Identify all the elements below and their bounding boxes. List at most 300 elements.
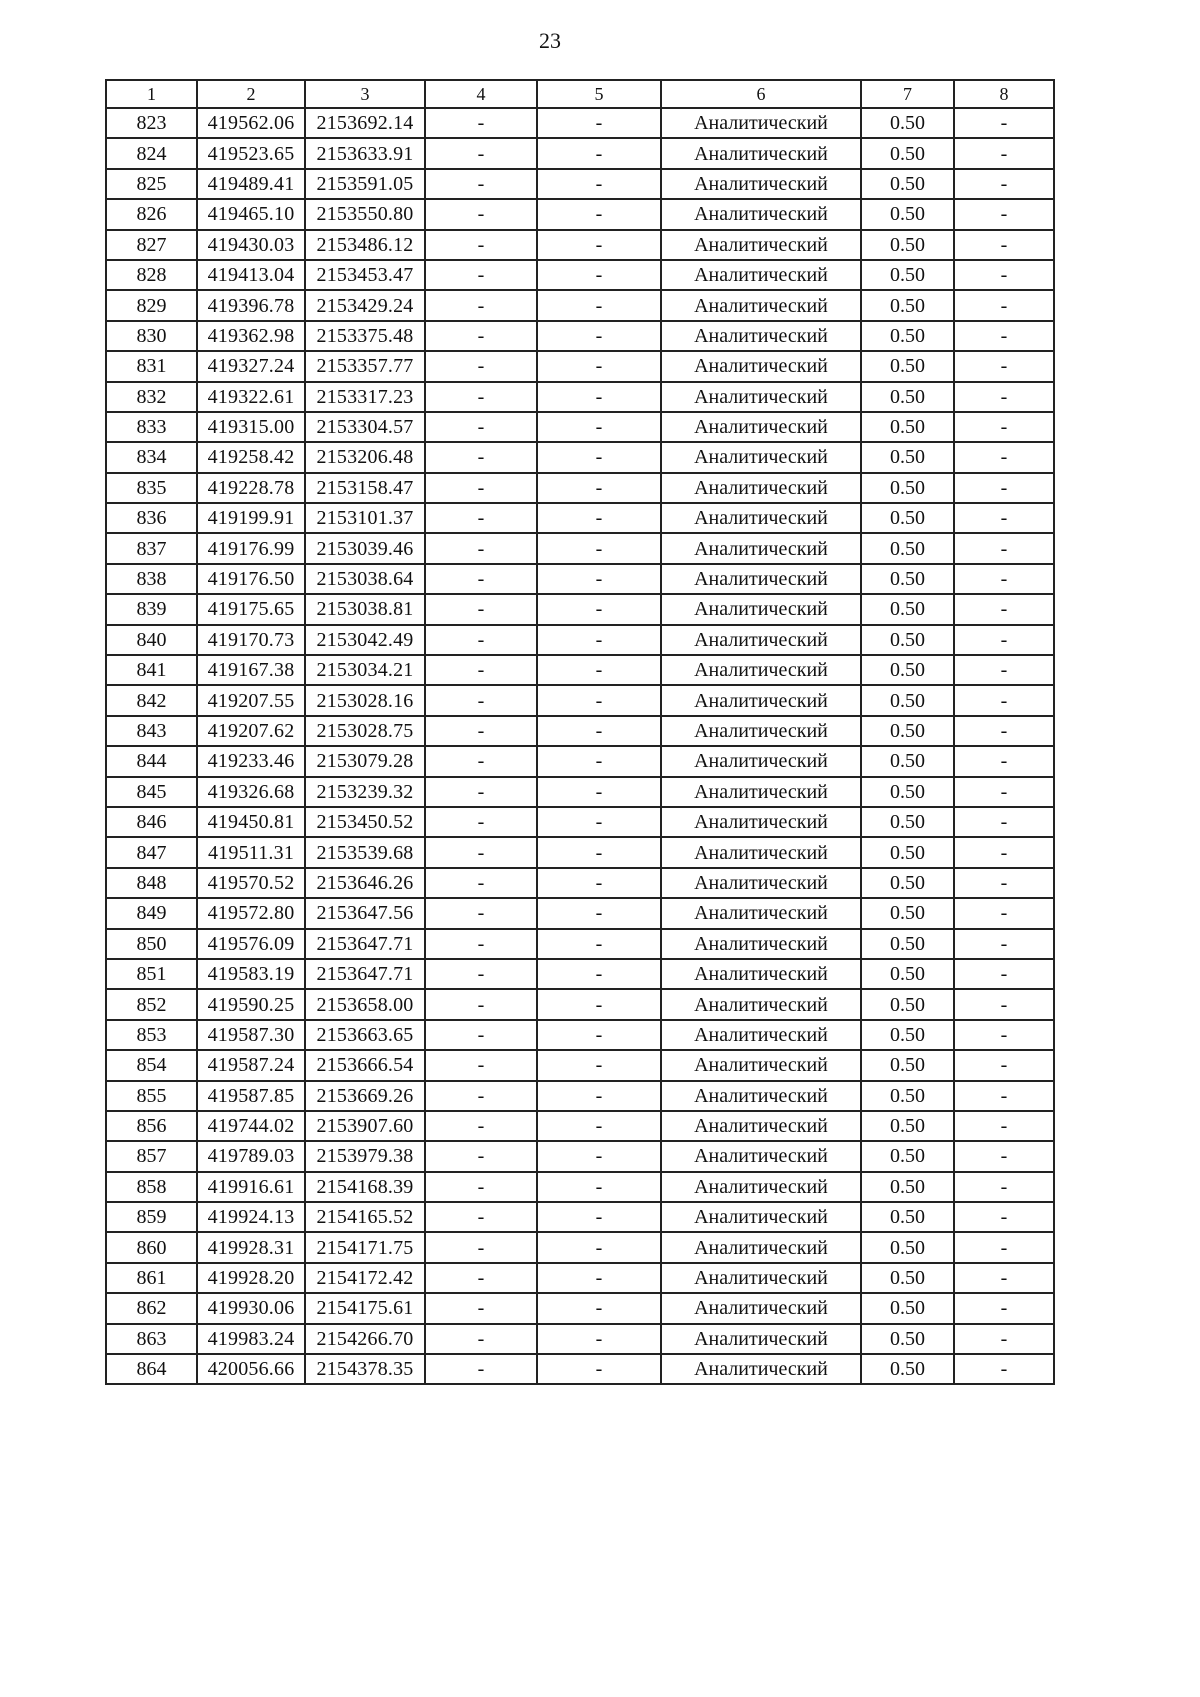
coord-y-cell: 2154266.70 — [305, 1324, 425, 1354]
coord-y-cell: 2153028.75 — [305, 716, 425, 746]
col-8-cell: - — [954, 1172, 1054, 1202]
coord-y-cell: 2154378.35 — [305, 1354, 425, 1384]
col-8-cell: - — [954, 199, 1054, 229]
coord-y-cell: 2153647.71 — [305, 959, 425, 989]
coord-x-cell: 419176.50 — [197, 564, 305, 594]
coord-y-cell: 2154172.42 — [305, 1263, 425, 1293]
coord-x-cell: 419413.04 — [197, 260, 305, 290]
method-cell: Аналитический — [661, 655, 861, 685]
point-number-cell: 832 — [106, 382, 197, 412]
coord-y-cell: 2153042.49 — [305, 625, 425, 655]
accuracy-cell: 0.50 — [861, 564, 954, 594]
col-8-cell: - — [954, 1050, 1054, 1080]
table-row — [106, 290, 1054, 320]
coord-x-cell: 419228.78 — [197, 473, 305, 503]
accuracy-cell: 0.50 — [861, 898, 954, 928]
coord-y-cell: 2153357.77 — [305, 351, 425, 381]
accuracy-cell: 0.50 — [861, 503, 954, 533]
coord-y-cell: 2153206.48 — [305, 442, 425, 472]
header-cell-4: 4 — [425, 80, 537, 108]
point-number-cell: 854 — [106, 1050, 197, 1080]
coord-y-cell: 2153038.81 — [305, 594, 425, 624]
col-8-cell: - — [954, 442, 1054, 472]
coord-y-cell: 2153079.28 — [305, 746, 425, 776]
col-5-cell: - — [537, 716, 661, 746]
col-4-cell: - — [425, 1202, 537, 1232]
col-5-cell: - — [537, 1263, 661, 1293]
coord-y-cell: 2153539.68 — [305, 837, 425, 867]
coord-x-cell: 419590.25 — [197, 989, 305, 1019]
col-8-cell: - — [954, 989, 1054, 1019]
method-cell: Аналитический — [661, 1324, 861, 1354]
col-4-cell: - — [425, 503, 537, 533]
col-4-cell: - — [425, 655, 537, 685]
coord-x-cell: 419928.20 — [197, 1263, 305, 1293]
coord-x-cell: 419572.80 — [197, 898, 305, 928]
table-header — [106, 80, 1054, 108]
col-8-cell: - — [954, 108, 1054, 138]
table-row — [106, 138, 1054, 168]
accuracy-cell: 0.50 — [861, 1111, 954, 1141]
col-8-cell: - — [954, 230, 1054, 260]
table-row — [106, 321, 1054, 351]
table-row — [106, 169, 1054, 199]
point-number-cell: 825 — [106, 169, 197, 199]
method-cell: Аналитический — [661, 321, 861, 351]
col-4-cell: - — [425, 260, 537, 290]
point-number-cell: 845 — [106, 777, 197, 807]
point-number-cell: 826 — [106, 199, 197, 229]
col-4-cell: - — [425, 473, 537, 503]
accuracy-cell: 0.50 — [861, 959, 954, 989]
coord-y-cell: 2153646.26 — [305, 868, 425, 898]
coord-x-cell: 419587.85 — [197, 1081, 305, 1111]
header-cell-2: 2 — [197, 80, 305, 108]
header-cell-6: 6 — [661, 80, 861, 108]
col-8-cell: - — [954, 1232, 1054, 1262]
coord-y-cell: 2153450.52 — [305, 807, 425, 837]
table-row — [106, 959, 1054, 989]
coord-y-cell: 2153304.57 — [305, 412, 425, 442]
col-8-cell: - — [954, 898, 1054, 928]
col-5-cell: - — [537, 260, 661, 290]
method-cell: Аналитический — [661, 594, 861, 624]
col-4-cell: - — [425, 807, 537, 837]
point-number-cell: 851 — [106, 959, 197, 989]
col-8-cell: - — [954, 351, 1054, 381]
coord-y-cell: 2153550.80 — [305, 199, 425, 229]
col-5-cell: - — [537, 1050, 661, 1080]
coord-x-cell: 419570.52 — [197, 868, 305, 898]
accuracy-cell: 0.50 — [861, 169, 954, 199]
col-8-cell: - — [954, 321, 1054, 351]
method-cell: Аналитический — [661, 1263, 861, 1293]
point-number-cell: 861 — [106, 1263, 197, 1293]
col-4-cell: - — [425, 351, 537, 381]
coord-y-cell: 2153663.65 — [305, 1020, 425, 1050]
accuracy-cell: 0.50 — [861, 1232, 954, 1262]
table-row — [106, 655, 1054, 685]
col-5-cell: - — [537, 655, 661, 685]
method-cell: Аналитический — [661, 564, 861, 594]
col-5-cell: - — [537, 290, 661, 320]
point-number-cell: 835 — [106, 473, 197, 503]
coord-x-cell: 419576.09 — [197, 929, 305, 959]
coord-x-cell: 419587.30 — [197, 1020, 305, 1050]
coord-y-cell: 2153429.24 — [305, 290, 425, 320]
coord-x-cell: 419199.91 — [197, 503, 305, 533]
accuracy-cell: 0.50 — [861, 1172, 954, 1202]
coord-x-cell: 419327.24 — [197, 351, 305, 381]
col-4-cell: - — [425, 1020, 537, 1050]
accuracy-cell: 0.50 — [861, 199, 954, 229]
col-8-cell: - — [954, 625, 1054, 655]
coord-y-cell: 2153658.00 — [305, 989, 425, 1019]
accuracy-cell: 0.50 — [861, 1263, 954, 1293]
method-cell: Аналитический — [661, 473, 861, 503]
coord-x-cell: 419744.02 — [197, 1111, 305, 1141]
coord-x-cell: 419322.61 — [197, 382, 305, 412]
table-row — [106, 868, 1054, 898]
table-row — [106, 625, 1054, 655]
col-8-cell: - — [954, 169, 1054, 199]
accuracy-cell: 0.50 — [861, 777, 954, 807]
table-row — [106, 1202, 1054, 1232]
col-4-cell: - — [425, 959, 537, 989]
table-row — [106, 1354, 1054, 1384]
table-row — [106, 929, 1054, 959]
accuracy-cell: 0.50 — [861, 807, 954, 837]
point-number-cell: 853 — [106, 1020, 197, 1050]
method-cell: Аналитический — [661, 230, 861, 260]
col-8-cell: - — [954, 716, 1054, 746]
col-5-cell: - — [537, 989, 661, 1019]
col-5-cell: - — [537, 108, 661, 138]
table-row — [106, 473, 1054, 503]
table-row — [106, 989, 1054, 1019]
col-5-cell: - — [537, 1293, 661, 1323]
accuracy-cell: 0.50 — [861, 868, 954, 898]
accuracy-cell: 0.50 — [861, 655, 954, 685]
method-cell: Аналитический — [661, 989, 861, 1019]
col-5-cell: - — [537, 777, 661, 807]
method-cell: Аналитический — [661, 685, 861, 715]
coord-y-cell: 2153239.32 — [305, 777, 425, 807]
col-8-cell: - — [954, 959, 1054, 989]
col-5-cell: - — [537, 959, 661, 989]
accuracy-cell: 0.50 — [861, 351, 954, 381]
col-4-cell: - — [425, 1111, 537, 1141]
col-5-cell: - — [537, 442, 661, 472]
coord-x-cell: 419430.03 — [197, 230, 305, 260]
accuracy-cell: 0.50 — [861, 594, 954, 624]
coord-y-cell: 2153692.14 — [305, 108, 425, 138]
accuracy-cell: 0.50 — [861, 929, 954, 959]
method-cell: Аналитический — [661, 1232, 861, 1262]
table-row — [106, 685, 1054, 715]
header-cell-3: 3 — [305, 80, 425, 108]
table-row — [106, 382, 1054, 412]
coord-x-cell: 419489.41 — [197, 169, 305, 199]
coord-x-cell: 419450.81 — [197, 807, 305, 837]
col-4-cell: - — [425, 685, 537, 715]
table-row — [106, 1050, 1054, 1080]
method-cell: Аналитический — [661, 868, 861, 898]
col-8-cell: - — [954, 868, 1054, 898]
coord-y-cell: 2154168.39 — [305, 1172, 425, 1202]
coord-x-cell: 419207.62 — [197, 716, 305, 746]
point-number-cell: 824 — [106, 138, 197, 168]
coord-x-cell: 419170.73 — [197, 625, 305, 655]
table-row — [106, 1141, 1054, 1171]
accuracy-cell: 0.50 — [861, 533, 954, 563]
point-number-cell: 828 — [106, 260, 197, 290]
header-row — [106, 80, 1054, 108]
table-row — [106, 594, 1054, 624]
method-cell: Аналитический — [661, 1111, 861, 1141]
point-number-cell: 848 — [106, 868, 197, 898]
table-row — [106, 716, 1054, 746]
accuracy-cell: 0.50 — [861, 1081, 954, 1111]
col-4-cell: - — [425, 199, 537, 229]
coord-y-cell: 2153591.05 — [305, 169, 425, 199]
col-5-cell: - — [537, 199, 661, 229]
header-cell-1: 1 — [106, 80, 197, 108]
method-cell: Аналитический — [661, 533, 861, 563]
col-5-cell: - — [537, 321, 661, 351]
accuracy-cell: 0.50 — [861, 837, 954, 867]
col-5-cell: - — [537, 1111, 661, 1141]
col-8-cell: - — [954, 382, 1054, 412]
coord-x-cell: 419362.98 — [197, 321, 305, 351]
col-4-cell: - — [425, 1050, 537, 1080]
accuracy-cell: 0.50 — [861, 1020, 954, 1050]
table-row — [106, 1293, 1054, 1323]
col-4-cell: - — [425, 138, 537, 168]
method-cell: Аналитический — [661, 382, 861, 412]
col-8-cell: - — [954, 412, 1054, 442]
table-row — [106, 746, 1054, 776]
col-4-cell: - — [425, 594, 537, 624]
coord-x-cell: 419175.65 — [197, 594, 305, 624]
coord-x-cell: 419928.31 — [197, 1232, 305, 1262]
coord-y-cell: 2154171.75 — [305, 1232, 425, 1262]
accuracy-cell: 0.50 — [861, 1050, 954, 1080]
col-5-cell: - — [537, 746, 661, 776]
table-row — [106, 564, 1054, 594]
col-4-cell: - — [425, 1232, 537, 1262]
accuracy-cell: 0.50 — [861, 1354, 954, 1384]
coord-y-cell: 2153647.56 — [305, 898, 425, 928]
method-cell: Аналитический — [661, 1141, 861, 1171]
method-cell: Аналитический — [661, 959, 861, 989]
col-4-cell: - — [425, 746, 537, 776]
method-cell: Аналитический — [661, 746, 861, 776]
col-4-cell: - — [425, 412, 537, 442]
coord-y-cell: 2153038.64 — [305, 564, 425, 594]
coord-y-cell: 2154175.61 — [305, 1293, 425, 1323]
point-number-cell: 837 — [106, 533, 197, 563]
col-5-cell: - — [537, 230, 661, 260]
table-row — [106, 351, 1054, 381]
col-5-cell: - — [537, 1354, 661, 1384]
col-4-cell: - — [425, 1263, 537, 1293]
col-5-cell: - — [537, 898, 661, 928]
col-5-cell: - — [537, 564, 661, 594]
col-4-cell: - — [425, 321, 537, 351]
col-8-cell: - — [954, 685, 1054, 715]
table-row — [106, 199, 1054, 229]
coord-x-cell: 419207.55 — [197, 685, 305, 715]
coord-x-cell: 419233.46 — [197, 746, 305, 776]
method-cell: Аналитический — [661, 807, 861, 837]
coord-x-cell: 419562.06 — [197, 108, 305, 138]
method-cell: Аналитический — [661, 777, 861, 807]
col-5-cell: - — [537, 868, 661, 898]
col-8-cell: - — [954, 929, 1054, 959]
method-cell: Аналитический — [661, 837, 861, 867]
accuracy-cell: 0.50 — [861, 685, 954, 715]
col-5-cell: - — [537, 594, 661, 624]
table-row — [106, 1232, 1054, 1262]
point-number-cell: 843 — [106, 716, 197, 746]
coordinates-table — [105, 79, 1055, 1385]
method-cell: Аналитический — [661, 503, 861, 533]
point-number-cell: 840 — [106, 625, 197, 655]
table-body — [106, 108, 1054, 1384]
coord-x-cell: 419789.03 — [197, 1141, 305, 1171]
point-number-cell: 834 — [106, 442, 197, 472]
point-number-cell: 831 — [106, 351, 197, 381]
col-5-cell: - — [537, 169, 661, 199]
point-number-cell: 860 — [106, 1232, 197, 1262]
method-cell: Аналитический — [661, 716, 861, 746]
col-8-cell: - — [954, 1263, 1054, 1293]
col-4-cell: - — [425, 108, 537, 138]
point-number-cell: 833 — [106, 412, 197, 442]
coord-y-cell: 2153647.71 — [305, 929, 425, 959]
col-5-cell: - — [537, 351, 661, 381]
method-cell: Аналитический — [661, 412, 861, 442]
accuracy-cell: 0.50 — [861, 382, 954, 412]
accuracy-cell: 0.50 — [861, 321, 954, 351]
method-cell: Аналитический — [661, 1354, 861, 1384]
coord-y-cell: 2153039.46 — [305, 533, 425, 563]
accuracy-cell: 0.50 — [861, 412, 954, 442]
col-8-cell: - — [954, 594, 1054, 624]
method-cell: Аналитический — [661, 138, 861, 168]
point-number-cell: 857 — [106, 1141, 197, 1171]
point-number-cell: 849 — [106, 898, 197, 928]
col-8-cell: - — [954, 290, 1054, 320]
col-5-cell: - — [537, 503, 661, 533]
point-number-cell: 862 — [106, 1293, 197, 1323]
method-cell: Аналитический — [661, 1081, 861, 1111]
col-8-cell: - — [954, 1202, 1054, 1232]
table-row — [106, 777, 1054, 807]
coord-x-cell: 419167.38 — [197, 655, 305, 685]
point-number-cell: 852 — [106, 989, 197, 1019]
coord-x-cell: 420056.66 — [197, 1354, 305, 1384]
col-8-cell: - — [954, 1081, 1054, 1111]
col-4-cell: - — [425, 382, 537, 412]
method-cell: Аналитический — [661, 1050, 861, 1080]
method-cell: Аналитический — [661, 442, 861, 472]
page-number: 23 — [539, 28, 561, 53]
col-4-cell: - — [425, 290, 537, 320]
table-row — [106, 442, 1054, 472]
point-number-cell: 823 — [106, 108, 197, 138]
table-row — [106, 1172, 1054, 1202]
col-5-cell: - — [537, 533, 661, 563]
accuracy-cell: 0.50 — [861, 1202, 954, 1232]
col-5-cell: - — [537, 1081, 661, 1111]
point-number-cell: 836 — [106, 503, 197, 533]
col-5-cell: - — [537, 1324, 661, 1354]
point-number-cell: 863 — [106, 1324, 197, 1354]
coord-y-cell: 2153979.38 — [305, 1141, 425, 1171]
col-8-cell: - — [954, 837, 1054, 867]
coord-x-cell: 419258.42 — [197, 442, 305, 472]
col-8-cell: - — [954, 138, 1054, 168]
point-number-cell: 855 — [106, 1081, 197, 1111]
accuracy-cell: 0.50 — [861, 989, 954, 1019]
accuracy-cell: 0.50 — [861, 1141, 954, 1171]
coord-x-cell: 419315.00 — [197, 412, 305, 442]
table-row — [106, 1324, 1054, 1354]
col-8-cell: - — [954, 807, 1054, 837]
method-cell: Аналитический — [661, 1172, 861, 1202]
point-number-cell: 864 — [106, 1354, 197, 1384]
table-row — [106, 1081, 1054, 1111]
col-4-cell: - — [425, 1354, 537, 1384]
col-8-cell: - — [954, 655, 1054, 685]
coord-y-cell: 2153028.16 — [305, 685, 425, 715]
point-number-cell: 827 — [106, 230, 197, 260]
coord-y-cell: 2153158.47 — [305, 473, 425, 503]
coord-y-cell: 2153375.48 — [305, 321, 425, 351]
accuracy-cell: 0.50 — [861, 716, 954, 746]
accuracy-cell: 0.50 — [861, 625, 954, 655]
col-4-cell: - — [425, 1081, 537, 1111]
coord-y-cell: 2153669.26 — [305, 1081, 425, 1111]
col-4-cell: - — [425, 929, 537, 959]
header-cell-7: 7 — [861, 80, 954, 108]
coord-y-cell: 2153633.91 — [305, 138, 425, 168]
point-number-cell: 858 — [106, 1172, 197, 1202]
point-number-cell: 841 — [106, 655, 197, 685]
table-row — [106, 1263, 1054, 1293]
coord-y-cell: 2153317.23 — [305, 382, 425, 412]
method-cell: Аналитический — [661, 1293, 861, 1323]
col-5-cell: - — [537, 1172, 661, 1202]
coord-y-cell: 2153453.47 — [305, 260, 425, 290]
point-number-cell: 847 — [106, 837, 197, 867]
accuracy-cell: 0.50 — [861, 290, 954, 320]
col-8-cell: - — [954, 1020, 1054, 1050]
point-number-cell: 838 — [106, 564, 197, 594]
accuracy-cell: 0.50 — [861, 473, 954, 503]
col-4-cell: - — [425, 1293, 537, 1323]
col-8-cell: - — [954, 777, 1054, 807]
col-5-cell: - — [537, 412, 661, 442]
col-4-cell: - — [425, 1172, 537, 1202]
coord-y-cell: 2153907.60 — [305, 1111, 425, 1141]
col-5-cell: - — [537, 1141, 661, 1171]
col-8-cell: - — [954, 473, 1054, 503]
table-row — [106, 807, 1054, 837]
accuracy-cell: 0.50 — [861, 138, 954, 168]
